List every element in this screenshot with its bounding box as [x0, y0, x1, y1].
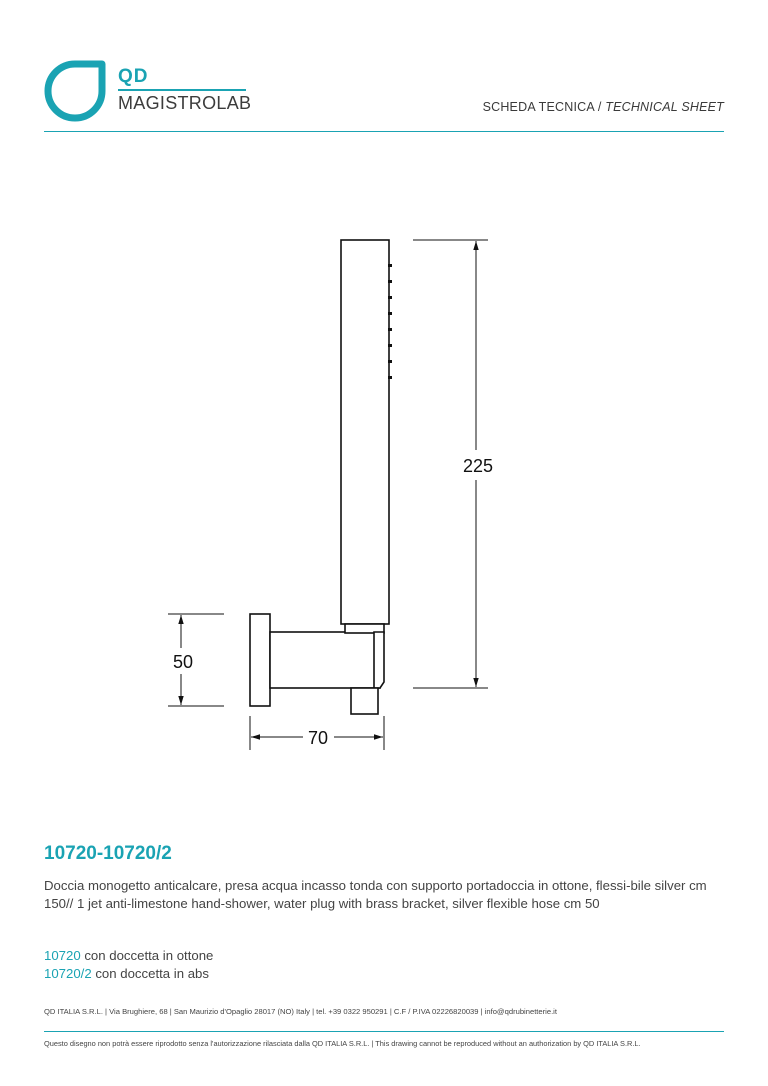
sheet-title-en: TECHNICAL SHEET	[605, 100, 724, 114]
logo-qd-text: QD	[118, 66, 149, 87]
logo-brand-text: MAGISTROLAB	[118, 93, 252, 113]
wall-plate	[250, 614, 270, 706]
variant-code: 10720	[44, 948, 81, 963]
sheet-title-separator: /	[594, 100, 606, 114]
company-info: QD ITALIA S.R.L. | Via Brughiere, 68 | San Maurizio d'Opaglio 28017 (NO) Italy | tel. +39 0322 950291 | C.F / P.IVA 02226820039 | info@qdrubinetterie.it	[44, 1007, 557, 1016]
hand-shower-body	[341, 240, 389, 624]
variant-text: con doccetta in ottone	[80, 948, 214, 963]
product-code: 10720-10720/2	[44, 843, 172, 864]
variant-code: 10720/2	[44, 966, 92, 981]
variant-text: con doccetta in abs	[91, 966, 209, 981]
variant-item	[44, 948, 213, 963]
copyright-notice: Questo disegno non potrà essere riprodotto senza l'autorizzazione rilasciata dalla QD ITALIA S.R.L. | This drawing cannot be reproduced without an authorization by QD ITALIA S.R.L.	[44, 1039, 641, 1048]
hose-connector	[351, 688, 378, 714]
variant-item	[44, 966, 209, 981]
footer-divider	[44, 1031, 724, 1032]
support-arm	[270, 632, 380, 688]
holder-clip	[374, 632, 384, 688]
dimension-width-label: 70	[307, 728, 329, 748]
dimension-height-total-label: 225	[462, 456, 494, 476]
product-description: Doccia monogetto anticalcare, presa acqua incasso tonda con supporto portadoccia in ottone, flessi-bile silver cm 150// 1 jet anti-limestone hand-shower, water plug with brass bracket, silver flexible hose cm 50	[44, 878, 707, 911]
dimension-height-plug-label: 50	[172, 652, 194, 672]
sheet-title-it: SCHEDA TECNICA	[482, 100, 595, 114]
